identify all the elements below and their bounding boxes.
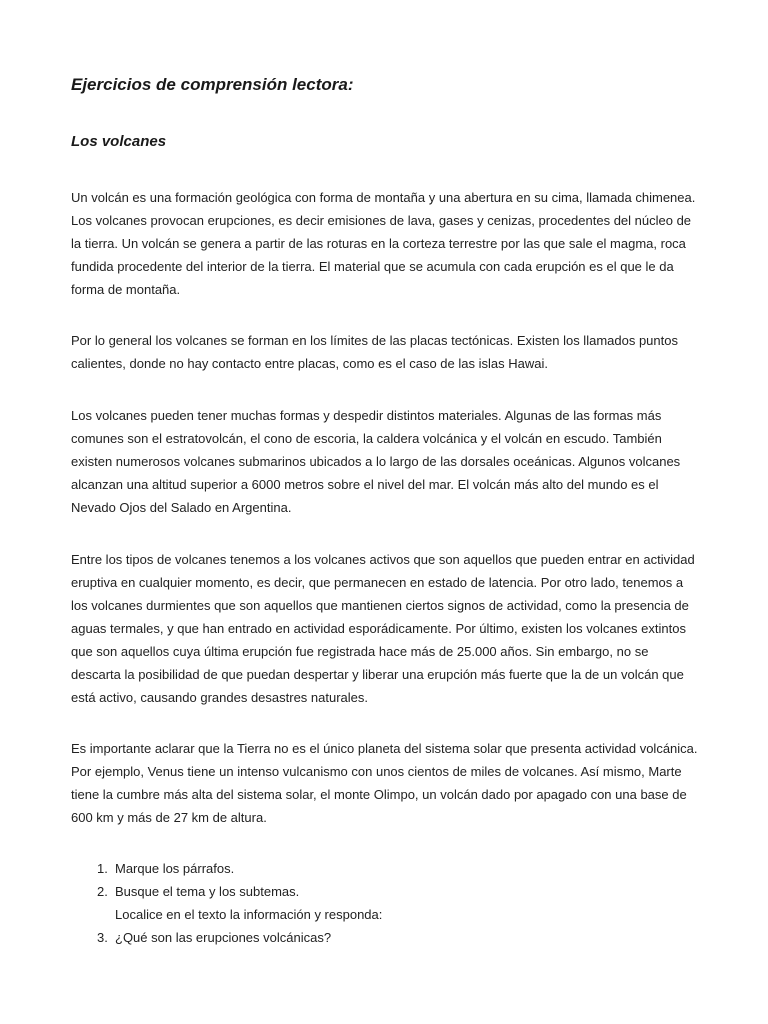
section-title: Los volcanes <box>71 133 167 150</box>
list-instruction <box>97 903 697 926</box>
paragraph-tectonic-plates: Por lo general los volcanes se forman en los límites de las placas tectónicas. Existen los llamados puntos calientes, donde no hay contacto entre placas, como es el caso de las islas Hawai. <box>71 333 678 371</box>
paragraph-volcano-forms: Los volcanes pueden tener muchas formas y despedir distintos materiales. Algunas de las formas más comunes son el estratovolcán, el cono de escoria, la caldera volcánica y el volcán en escudo. También existen numerosos volcanes submarinos ubicados a lo largo de las dorsales oceánicas. Algunos volcanes alcanzan una altitud superior a 6000 metros sobre el nivel del mar. El volcán más alto del mundo es el Nevado Ojos del Salado en Argentina. <box>71 408 681 515</box>
page-title: Ejercicios de comprensión lectora: <box>71 75 354 94</box>
list-item <box>97 880 697 903</box>
list-item-text: Marque los párrafos. <box>115 861 235 876</box>
paragraph-definition: Un volcán es una formación geológica con forma de montaña y una abertura en su cima, llamada chimenea. Los volcanes provocan erupciones, es decir emisiones de lava, gases y cenizas, procedentes del núcleo de la tierra. Un volcán se genera a partir de las roturas en la corteza terrestre por las que sale el magma, roca fundida procedente del interior de la tierra. El material que se acumula con cada erupción es el que le da forma de montaña. <box>71 190 696 297</box>
exercise-list <box>97 857 697 949</box>
list-item <box>97 857 697 880</box>
list-item-number: 1. <box>97 861 108 876</box>
instruction-text: Localice en el texto la información y responda: <box>115 907 383 922</box>
list-item-number: 2. <box>97 884 108 899</box>
paragraph-volcano-types: Entre los tipos de volcanes tenemos a los volcanes activos que son aquellos que pueden entrar en actividad eruptiva en cualquier momento, es decir, que permanecen en estado de latencia. Por otro lado, tenemos a los volcanes durmientes que son aquellos que mantienen ciertos signos de actividad, como la presencia de aguas termales, y que han entrado en actividad esporádicamente. Por último, existen los volcanes extintos que son aquellos cuya última erupción fue registrada hace más de 25.000 años. Sin embargo, no se descarta la posibilidad de que puedan despertar y liberar una erupción más fuerte que la de un volcán que está activo, causando grandes desastres naturales. <box>71 552 695 705</box>
list-item <box>97 926 697 949</box>
paragraph-other-planets: Es importante aclarar que la Tierra no es el único planeta del sistema solar que presenta actividad volcánica. Por ejemplo, Venus tiene un intenso vulcanismo con unos cientos de miles de volcanes. Así mismo, Marte tiene la cumbre más alta del sistema solar, el monte Olimpo, un volcán dado por apagado con una base de 600 km y más de 27 km de altura. <box>71 741 698 825</box>
list-item-number: 3. <box>97 930 108 945</box>
list-item-text: Busque el tema y los subtemas. <box>115 884 300 899</box>
list-item-text: ¿Qué son las erupciones volcánicas? <box>115 930 332 945</box>
